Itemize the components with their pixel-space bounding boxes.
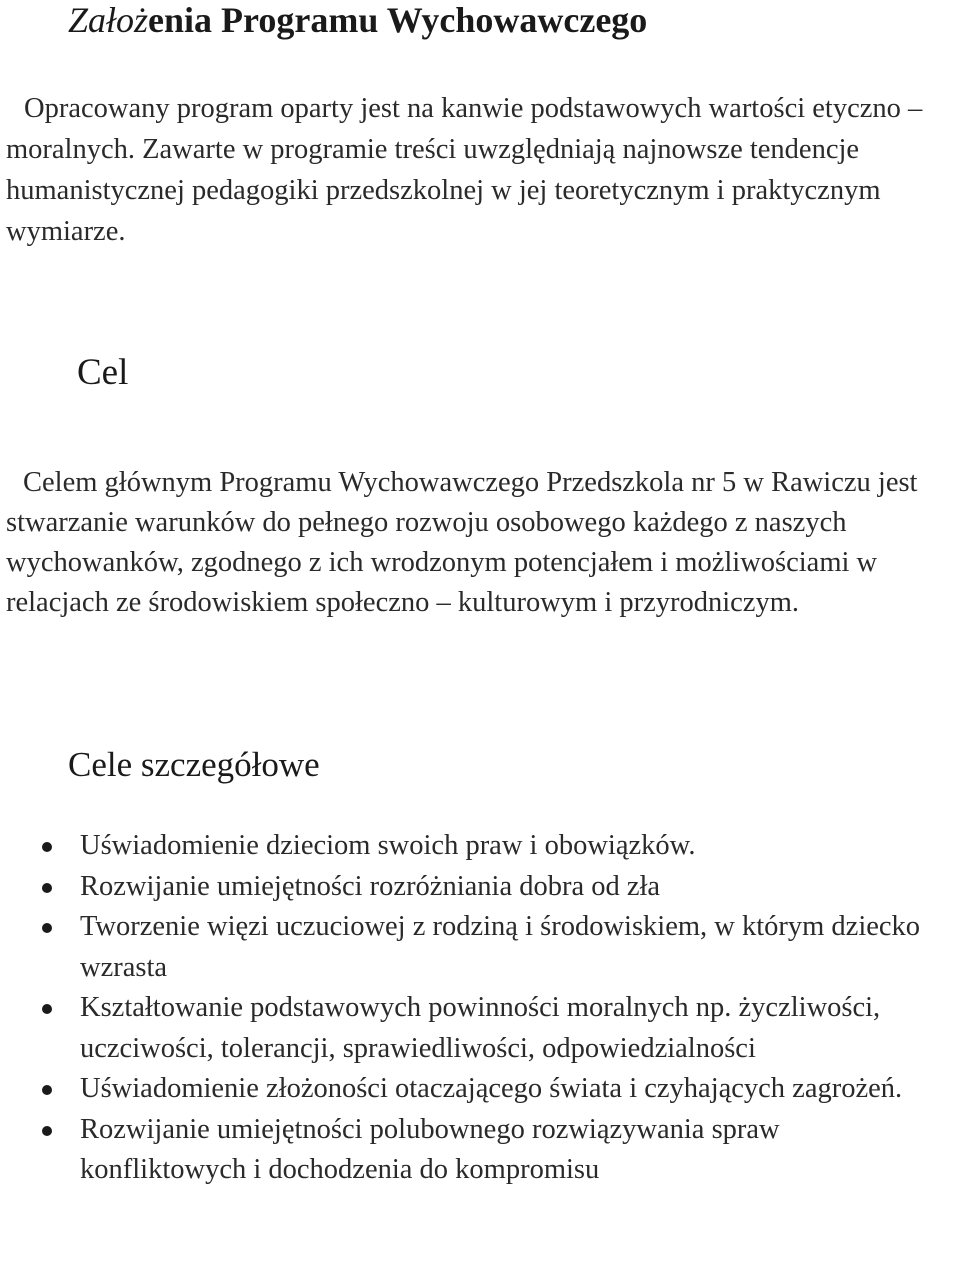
goal-heading: Cel xyxy=(77,352,129,393)
list-item-text: Tworzenie więzi uczuciowej z rodziną i środowiskiem, w którym dziecko wzrasta xyxy=(80,911,921,983)
bullet-icon xyxy=(42,1004,52,1014)
list-item xyxy=(0,867,940,908)
list-item xyxy=(0,1069,940,1110)
document-title xyxy=(68,0,647,40)
document-title-italic: Założ xyxy=(68,0,149,40)
list-item xyxy=(0,1110,940,1191)
bullet-icon xyxy=(42,923,52,933)
detailed-goals-heading: Cele szczegółowe xyxy=(68,745,320,784)
list-item-text: Uświadomienie złożoności otaczającego świata i czyhających zagrożeń. xyxy=(80,1073,903,1104)
list-item xyxy=(0,988,940,1069)
list-item-text: Uświadomienie dzieciom swoich praw i obowiązków. xyxy=(80,830,696,861)
detailed-goals-list xyxy=(0,826,940,1191)
bullet-icon xyxy=(42,883,52,893)
list-item-text: Kształtowanie podstawowych powinności moralnych np. życzliwości, uczciwości, tolerancji, sprawiedliwości, odpowiedzialności xyxy=(80,992,881,1064)
goal-paragraph: Celem głównym Programu Wychowawczego Przedszkola nr 5 w Rawiczu jest stwarzanie warunków do pełnego rozwoju osobowego każdego z naszych wychowanków, zgodnego z ich wrodzonym potencjałem i możliwościami w relacjach ze środowiskiem społeczno – kulturowym i przyrodniczym. xyxy=(6,467,918,618)
bullet-icon xyxy=(42,1126,52,1136)
document-title-bold: enia Programu Wychowawczego xyxy=(148,0,648,40)
list-item xyxy=(0,826,940,867)
list-item-text: Rozwijanie umiejętności polubownego rozwiązywania spraw konfliktowych i dochodzenia do kompromisu xyxy=(80,1113,780,1185)
bullet-icon xyxy=(42,842,52,852)
intro-paragraph: Opracowany program oparty jest na kanwie podstawowych wartości etyczno – moralnych. Zawarte w programie treści uwzględniają najnowsze tendencje humanistycznej pedagogiki przedszkolnej w jej teoretycznym i praktycznym wymiarze. xyxy=(6,93,923,247)
bullet-icon xyxy=(42,1085,52,1095)
list-item xyxy=(0,907,940,988)
list-item-text: Rozwijanie umiejętności rozróżniania dobra od zła xyxy=(80,870,661,902)
